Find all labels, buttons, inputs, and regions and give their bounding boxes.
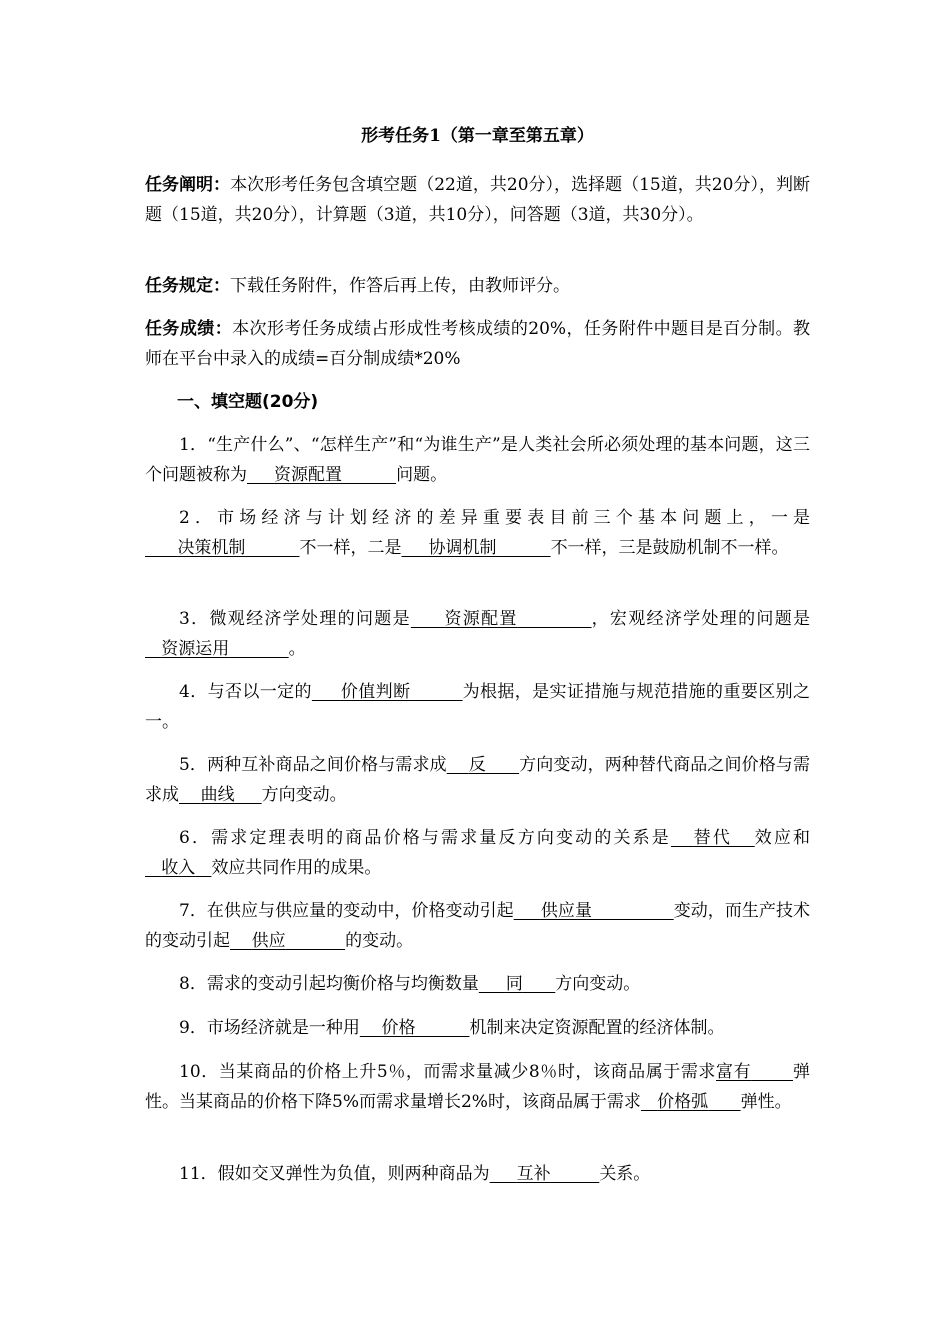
question-number: 2． xyxy=(179,508,218,528)
question-3 xyxy=(145,604,810,664)
question-text: 方向变动，两种替代商品之间价格与需求成 xyxy=(145,755,810,805)
answer-blank xyxy=(716,1062,793,1082)
question-text: 问题。 xyxy=(396,465,448,485)
question-number: 11． xyxy=(179,1164,218,1184)
answer-blank xyxy=(145,639,289,659)
question-2 xyxy=(145,503,810,563)
question-text: 方向变动。 xyxy=(555,974,641,994)
question-number: 1． xyxy=(179,435,208,455)
question-number: 5． xyxy=(179,755,208,775)
answer-text: 价格弧 xyxy=(657,1092,709,1112)
question-number: 6． xyxy=(179,828,212,848)
answer-text: 收入 xyxy=(161,858,196,878)
answer-blank xyxy=(411,609,592,629)
question-number: 4． xyxy=(179,682,208,702)
answer-text: 协调机制 xyxy=(428,538,497,558)
answer-text: 价格 xyxy=(381,1018,416,1038)
question-text: 机制来决定资源配置的经济体制。 xyxy=(469,1018,725,1038)
question-4 xyxy=(145,677,810,737)
question-number: 9． xyxy=(179,1018,207,1038)
question-8 xyxy=(145,969,810,999)
question-11 xyxy=(145,1159,810,1189)
section-title-fill-in: 一、填空题(20分) xyxy=(177,392,319,412)
task-requirements xyxy=(145,271,810,301)
answer-blank xyxy=(401,538,550,558)
question-text: 当某商品的价格上升5％，而需求量减少8％时，该商品属于需求 xyxy=(218,1062,717,1082)
question-text: 不一样，三是鼓励机制不一样。 xyxy=(550,538,789,558)
task-description xyxy=(145,170,810,230)
question-9 xyxy=(145,1013,810,1043)
question-number: 10． xyxy=(179,1062,219,1082)
answer-blank xyxy=(447,755,519,775)
question-5 xyxy=(145,750,810,810)
question-text: 与否以一定的 xyxy=(207,682,312,702)
answer-text: 资源运用 xyxy=(161,639,230,659)
task-requirements-text: 下载任务附件，作答后再上传，由教师评分。 xyxy=(230,276,570,296)
question-6 xyxy=(145,823,810,883)
answer-blank xyxy=(145,858,211,878)
answer-text: 决策机制 xyxy=(177,538,246,558)
question-text: 方向变动。 xyxy=(261,785,347,805)
question-text: 效应共同作用的成果。 xyxy=(211,858,382,878)
task-grading xyxy=(145,314,810,374)
answer-blank xyxy=(479,974,555,994)
question-number: 3． xyxy=(179,609,210,629)
question-text: 为根据，是实证措施与规范措施的重要区别之一。 xyxy=(145,682,810,732)
task-requirements-label: 任务规定： xyxy=(145,276,230,296)
answer-text: 价值判断 xyxy=(340,682,411,702)
answer-blank xyxy=(179,785,262,805)
answer-text: 供应 xyxy=(251,931,286,951)
question-text: 在供应与供应量的变动中，价格变动引起 xyxy=(206,901,514,921)
question-text: 不一样，二是 xyxy=(299,538,402,558)
answer-text: 曲线 xyxy=(200,785,235,805)
answer-text: 互补 xyxy=(516,1164,551,1184)
document-title: 形考任务1（第一章至第五章） xyxy=(361,126,594,146)
answer-blank xyxy=(671,828,755,848)
answer-text: 资源配置 xyxy=(274,465,343,485)
question-10 xyxy=(145,1057,810,1117)
question-text: 需求的变动引起均衡价格与均衡数量 xyxy=(206,974,479,994)
answer-blank xyxy=(360,1018,470,1038)
answer-blank xyxy=(514,901,674,921)
answer-blank xyxy=(312,682,463,702)
answer-blank xyxy=(230,931,345,951)
answer-text: 资源配置 xyxy=(444,609,518,629)
question-text: 的变动。 xyxy=(345,931,414,951)
question-text: 弹性。 xyxy=(740,1092,792,1112)
answer-text: 同 xyxy=(505,974,523,994)
question-7 xyxy=(145,896,810,956)
answer-blank xyxy=(641,1092,741,1112)
question-text: 假如交叉弹性为负值，则两种商品为 xyxy=(217,1164,490,1184)
question-text: 市场经济就是一种用 xyxy=(206,1018,360,1038)
question-text: 弹性。当某商品的价格下降5%而需求量增长2%时，该商品属于需求 xyxy=(145,1062,811,1112)
question-1 xyxy=(145,430,810,490)
task-description-label: 任务阐明： xyxy=(145,175,231,195)
answer-blank xyxy=(247,465,396,485)
question-number: 7． xyxy=(179,901,207,921)
question-text: 效应和 xyxy=(754,828,811,848)
answer-text: 替代 xyxy=(693,828,732,848)
question-text: 需求定理表明的商品价格与需求量反方向变动的关系是 xyxy=(211,828,671,848)
question-number: 8． xyxy=(179,974,207,994)
question-text: 关系。 xyxy=(599,1164,651,1184)
task-grading-text: 本次形考任务成绩占形成性考核成绩的20%，任务附件中题目是百分制。教师在平台中录入的成绩=百分制成绩*20% xyxy=(145,319,811,369)
answer-text: 反 xyxy=(468,755,486,775)
question-text: 两种互补商品之间价格与需求成 xyxy=(207,755,447,775)
answer-blank xyxy=(490,1164,600,1184)
question-text: 微观经济学处理的问题是 xyxy=(209,609,411,629)
question-text: 变动，而生产技术的变动引起 xyxy=(145,901,810,951)
answer-blank xyxy=(145,538,299,558)
answer-text: 富有 xyxy=(716,1062,752,1082)
question-text: ，宏观经济学处理的问题是 xyxy=(591,609,810,629)
question-text: 。 xyxy=(288,639,306,659)
task-description-text: 本次形考任务包含填空题（22道，共20分），选择题（15道，共20分），判断题（15道，共20分），计算题（3道，共10分），问答题（3道，共30分）。 xyxy=(145,175,810,225)
task-grading-label: 任务成绩： xyxy=(145,319,233,339)
question-text: 市场经济与计划经济的差异重要表目前三个基本问题上，一是 xyxy=(217,508,810,528)
question-text: “生产什么”、“怎样生产”和“为谁生产”是人类社会所必须处理的基本问题，这三个问题被称为 xyxy=(145,435,810,485)
answer-text: 供应量 xyxy=(540,901,593,921)
